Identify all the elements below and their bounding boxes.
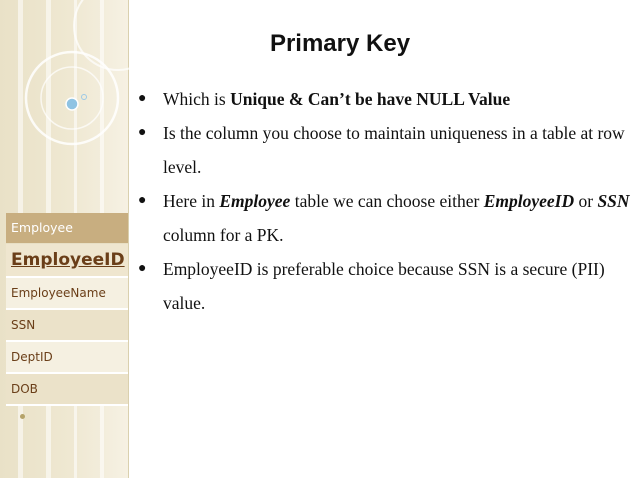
bullet-item [136, 184, 631, 252]
table-field: DeptID [6, 342, 128, 374]
bullet-text-bold: Unique & Can’t be have NULL Value [230, 89, 511, 109]
bullet-item [136, 252, 631, 320]
bullet-text: EmployeeID is preferable choice because SSN is a secure (PII) value. [163, 259, 605, 313]
decorative-circles [0, 0, 130, 200]
bullet-text: Here in [163, 191, 220, 211]
bullet-text-emphasis: EmployeeID [483, 191, 575, 211]
blue-bubble-icon [66, 98, 78, 110]
bullet-text-emphasis: Employee [219, 191, 291, 211]
bullet-text: table we can choose either [290, 191, 484, 211]
decorative-dot-icon [20, 414, 25, 419]
bullet-text: column for a PK. [163, 225, 284, 245]
slide-title: Primary Key [269, 30, 411, 57]
employee-table [6, 213, 128, 406]
bullet-icon: ● [138, 261, 147, 276]
table-header: Employee [6, 213, 128, 244]
bullet-list [136, 82, 631, 320]
bullet-icon: ● [138, 91, 147, 106]
bullet-item [136, 116, 631, 184]
bullet-text: Is the column you choose to maintain uniqueness in a table at row level. [163, 123, 625, 177]
bullet-item [136, 82, 631, 116]
bullet-icon: ● [138, 193, 147, 208]
bullet-text: Which is [163, 89, 231, 109]
bullet-text: or [574, 191, 598, 211]
primary-key-field: EmployeeID [6, 244, 128, 278]
bullet-icon: ● [138, 125, 147, 140]
table-field: DOB [6, 374, 128, 406]
bullet-text-emphasis: SSN [597, 191, 630, 211]
table-field: EmployeeName [6, 278, 128, 310]
table-field: SSN [6, 310, 128, 342]
